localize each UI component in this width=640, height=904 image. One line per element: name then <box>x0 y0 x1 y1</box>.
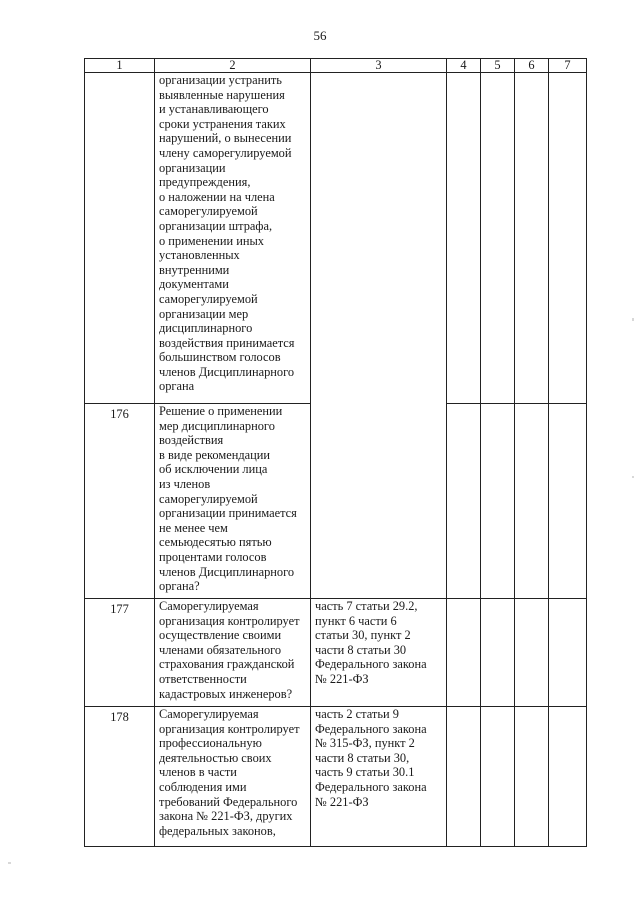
empty-cell <box>549 599 587 707</box>
empty-cell <box>515 707 549 847</box>
cell-text-line: Федерального закона <box>315 721 427 736</box>
empty-cell <box>549 404 587 599</box>
cell-text-line: организации устранить <box>159 73 282 87</box>
cell-text-line: сроки устранения таких <box>159 116 286 131</box>
requirements-table <box>84 58 587 847</box>
empty-cell <box>481 73 515 404</box>
scan-artifact <box>632 476 634 478</box>
empty-cell <box>515 404 549 599</box>
cell-text-line: дисциплинарного <box>159 321 253 336</box>
requirement-description-cell <box>155 404 311 599</box>
row-number-cell: 178 <box>85 707 155 847</box>
cell-text-line: не менее чем <box>159 520 228 535</box>
cell-text-line: Решение о применении <box>159 404 283 418</box>
column-header: 2 <box>155 59 311 73</box>
row-number-cell: 176 <box>85 404 155 599</box>
cell-text-line: семьюдесятью пятью <box>159 535 272 550</box>
cell-text-line: кадастровых инженеров? <box>159 686 293 701</box>
cell-text-line: саморегулируемой <box>159 204 258 219</box>
cell-text-line: страхования гражданской <box>159 657 295 672</box>
cell-text-line: организации принимается <box>159 506 297 521</box>
cell-text-line: организации штрафа, <box>159 218 273 233</box>
cell-text-line: закона № 221-ФЗ, других <box>159 809 293 824</box>
row-number-cell <box>85 73 155 404</box>
cell-text-line: в виде рекомендации <box>159 447 271 462</box>
cell-text-line: Федерального закона <box>315 779 427 794</box>
empty-cell <box>549 73 587 404</box>
cell-text-line: выявленные нарушения <box>159 87 285 102</box>
cell-text-line: статьи 30, пункт 2 <box>315 628 411 643</box>
cell-text-line: предупреждения, <box>159 175 251 190</box>
empty-cell <box>515 73 549 404</box>
cell-text-line: часть 2 статьи 9 <box>315 707 399 721</box>
cell-text-line: организации <box>159 160 226 175</box>
column-header: 7 <box>549 59 587 73</box>
requirement-description-cell <box>155 73 311 404</box>
empty-cell <box>481 599 515 707</box>
cell-text-line: внутренними <box>159 262 230 277</box>
legal-reference-cell <box>311 73 447 599</box>
legal-reference-cell <box>311 707 447 847</box>
cell-text-line: саморегулируемой <box>159 491 258 506</box>
legal-reference-cell <box>311 599 447 707</box>
cell-text-line: органа? <box>159 579 200 594</box>
cell-text-line: об исключении лица <box>159 462 268 477</box>
empty-cell <box>549 707 587 847</box>
column-header: 1 <box>85 59 155 73</box>
cell-text-line: мер дисциплинарного <box>159 418 275 433</box>
empty-cell <box>515 599 549 707</box>
column-header: 5 <box>481 59 515 73</box>
cell-text-line: документами <box>159 277 229 292</box>
cell-text-line: членов в части <box>159 765 237 780</box>
scan-artifact <box>8 862 11 864</box>
cell-text-line: федеральных законов, <box>159 823 276 838</box>
empty-cell <box>481 707 515 847</box>
cell-text-line: требований Федерального <box>159 794 298 809</box>
cell-text-line: воздействия принимается <box>159 335 295 350</box>
row-number-cell: 177 <box>85 599 155 707</box>
cell-text-line: членов Дисциплинарного <box>159 564 295 579</box>
cell-text-line: нарушений, о вынесении <box>159 131 292 146</box>
cell-text-line: Саморегулируемая <box>159 599 259 613</box>
cell-text-line: Саморегулируемая <box>159 707 259 721</box>
cell-text-line: № 221-ФЗ <box>315 671 369 686</box>
cell-text-line: ответственности <box>159 671 247 686</box>
cell-text-line: осуществление своими <box>159 628 282 643</box>
cell-text-line: часть 7 статьи 29.2, <box>315 599 418 613</box>
cell-text-line: членами обязательного <box>159 642 282 657</box>
cell-text-line: соблюдения ими <box>159 779 247 794</box>
cell-text-line: организация контролирует <box>159 721 300 736</box>
cell-text-line: о наложении на члена <box>159 189 275 204</box>
cell-text-line: профессиональную <box>159 736 262 751</box>
table-row <box>85 599 587 707</box>
cell-text-line: членов Дисциплинарного <box>159 364 295 379</box>
column-header: 6 <box>515 59 549 73</box>
cell-text-line: № 315-ФЗ, пункт 2 <box>315 736 415 751</box>
table-header-row <box>85 59 587 73</box>
empty-cell <box>481 404 515 599</box>
empty-cell <box>447 707 481 847</box>
cell-text-line: процентами голосов <box>159 549 267 564</box>
scan-artifact <box>632 318 634 321</box>
cell-text-line: члену саморегулируемой <box>159 145 292 160</box>
cell-text-line: воздействия <box>159 433 224 448</box>
column-header: 3 <box>311 59 447 73</box>
cell-text-line: большинством голосов <box>159 350 281 365</box>
cell-text-line: пункт 6 части 6 <box>315 613 397 628</box>
empty-cell <box>447 73 481 404</box>
cell-text-line: и устанавливающего <box>159 102 269 117</box>
page-number: 56 <box>313 28 327 43</box>
cell-text-line: № 221-ФЗ <box>315 794 369 809</box>
requirement-description-cell <box>155 707 311 847</box>
cell-text-line: Федерального закона <box>315 657 427 672</box>
empty-cell <box>447 599 481 707</box>
table-row <box>85 73 587 404</box>
cell-text-line: о применении иных <box>159 233 264 248</box>
cell-text-line: органа <box>159 379 195 394</box>
cell-text-line: саморегулируемой <box>159 291 258 306</box>
requirement-description-cell <box>155 599 311 707</box>
empty-cell <box>447 404 481 599</box>
table-row <box>85 707 587 847</box>
cell-text-line: организации мер <box>159 306 249 321</box>
cell-text-line: части 8 статьи 30, <box>315 750 410 765</box>
cell-text-line: из членов <box>159 476 211 491</box>
cell-text-line: часть 9 статьи 30.1 <box>315 765 415 780</box>
cell-text-line: части 8 статьи 30 <box>315 642 407 657</box>
column-header: 4 <box>447 59 481 73</box>
cell-text-line: деятельностью своих <box>159 750 272 765</box>
cell-text-line: организация контролирует <box>159 613 300 628</box>
cell-text-line: установленных <box>159 248 240 263</box>
